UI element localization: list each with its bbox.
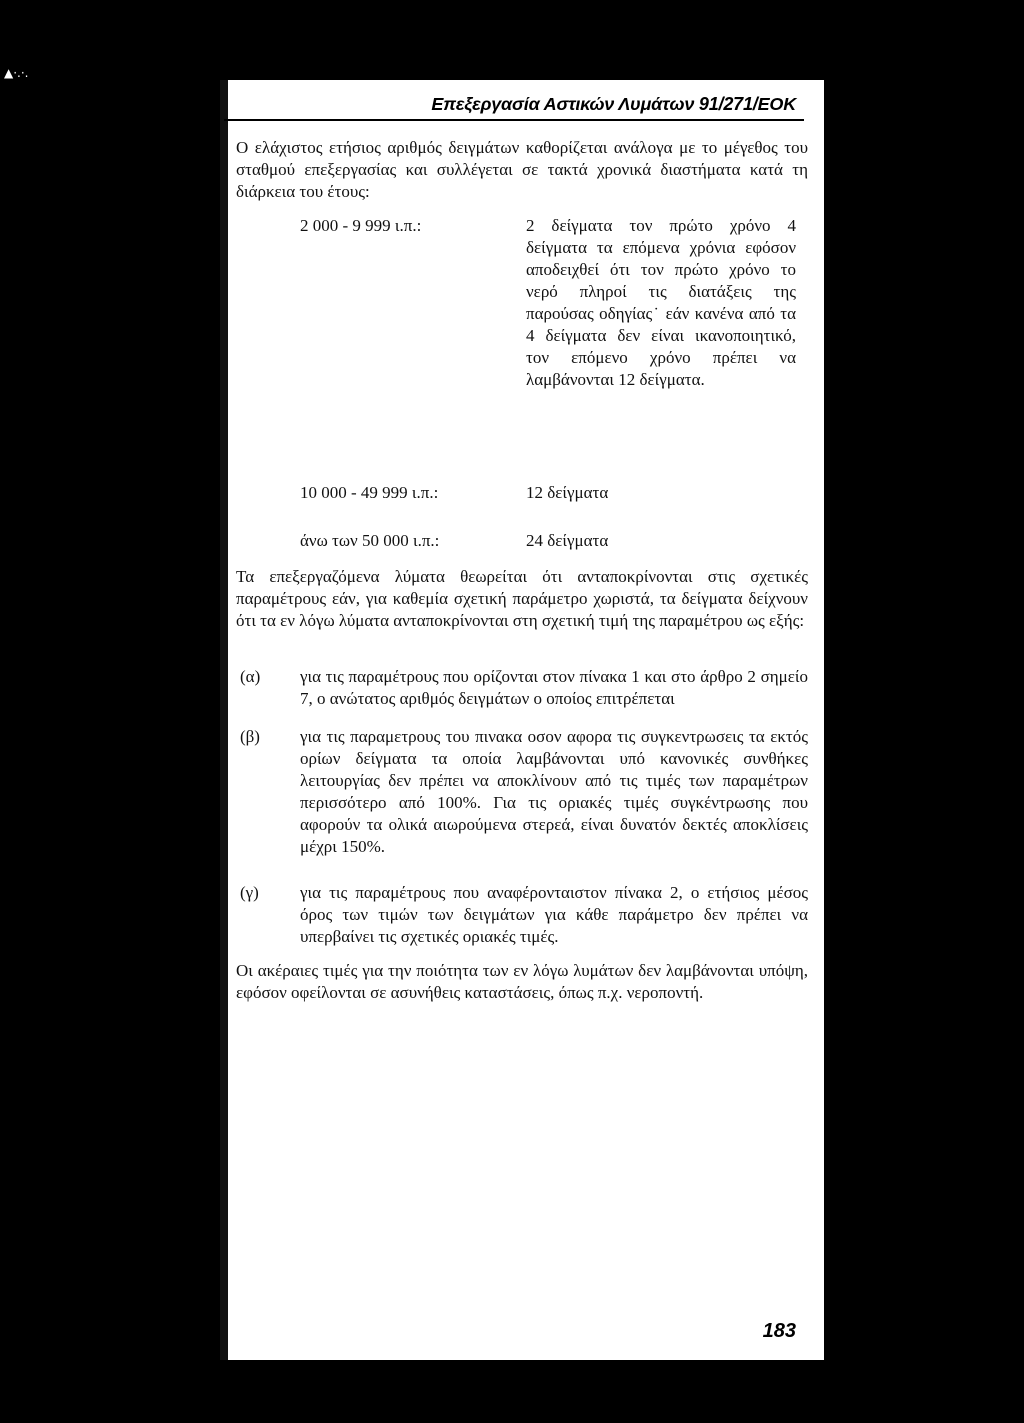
sampling-rule-text: 12 δείγματα <box>526 483 609 502</box>
sampling-rule-text: 2 δείγματα τον πρώτο χρόνο 4 δείγματα τα επόμενα χρόνια εφόσον αποδειχθεί ότι τον πρώτο χρόνο το νερό πληροί τις διατάξεις της παρούσας οδηγίας˙ εάν κανένα από τα 4 δείγματα δεν είναι ικανοποιητικό, τον επόμενο χρόνο πρέπει να λαμβάνονται 12 δείγματα. <box>526 216 796 389</box>
compliance-paragraph: Τα επεξεργαζόμενα λύματα θεωρείται ότι ανταποκρίνονται στις σχετικές παραμέτρους εάν, για καθεμία σχετική παράμετρο χωριστά, τα δείγματα δείχνουν ότι τα εν λόγω λύματα ανταποκρίνονται στη σχετική τιμή της παραμέτρου ως εξής: <box>236 567 808 630</box>
header-rule <box>224 119 804 121</box>
list-item-text: για τις παραμέτρους που ορίζονται στον πίνακα 1 και στο άρθρο 2 σημείο 7, ο ανώτατος αριθμός δειγμάτων ο οποίος επιτρέπεται <box>300 667 808 708</box>
final-paragraph: Οι ακέραιες τιμές για την ποιότητα των εν λόγω λυμάτων δεν λαμβάνονται υπόψη, εφόσον οφείλονται σε ασυνήθεις καταστάσεις, όπως π.χ. νεροποντή. <box>236 961 808 1002</box>
population-range-label: 10 000 - 49 999 ι.π.: <box>300 483 439 502</box>
page-number: 183 <box>762 1320 796 1342</box>
intro-paragraph: Ο ελάχιστος ετήσιος αριθμός δειγμάτων καθορίζεται ανάλογα με το μέγεθος του σταθμού επεξεργασίας και συλλέγεται σε τακτά χρονικά διαστήματα κατά τη διάρκεια του έτους: <box>236 138 808 201</box>
list-marker: (α) <box>240 667 261 686</box>
scan-artifact: ▲·.·. <box>4 66 29 80</box>
list-item-text: για τις παραμετρους του πινακα οσον αφορα τις συγκεντρωσεις τα εκτός ορίων δείγματα τα οποία λαμβάνονται υπό κανονικές συνθήκες λειτουργίας δεν πρέπει να αποκλίνουν από τις τιμές των παραμέτρων περισσότερο από 100%. Για τις οριακές τιμές συγκέντρωσης που αφορούν τα ολικά αιωρούμενα στερεά, είναι δυνατόν δεκτές αποκλίσεις μέχρι 150%. <box>300 727 808 856</box>
population-range-label: 2 000 - 9 999 ι.π.: <box>300 216 422 235</box>
list-item-text: για τις παραμέτρους που αναφέρονταιστον πίνακα 2, ο ετήσιος μέσος όρος των τιμών των δειγμάτων για κάθε παράμετρο δεν πρέπει να υπερβαίνει τις σχετικές οριακές τιμές. <box>300 883 808 946</box>
sampling-rule-text: 24 δείγματα <box>526 531 609 550</box>
list-marker: (β) <box>240 727 260 746</box>
document-page <box>4 66 824 1360</box>
list-marker: (γ) <box>240 883 259 902</box>
running-header-title: Επεξεργασία Αστικών Λυμάτων 91/271/ΕΟΚ <box>431 94 796 114</box>
population-range-label: άνω των 50 000 ι.π.: <box>300 531 440 550</box>
